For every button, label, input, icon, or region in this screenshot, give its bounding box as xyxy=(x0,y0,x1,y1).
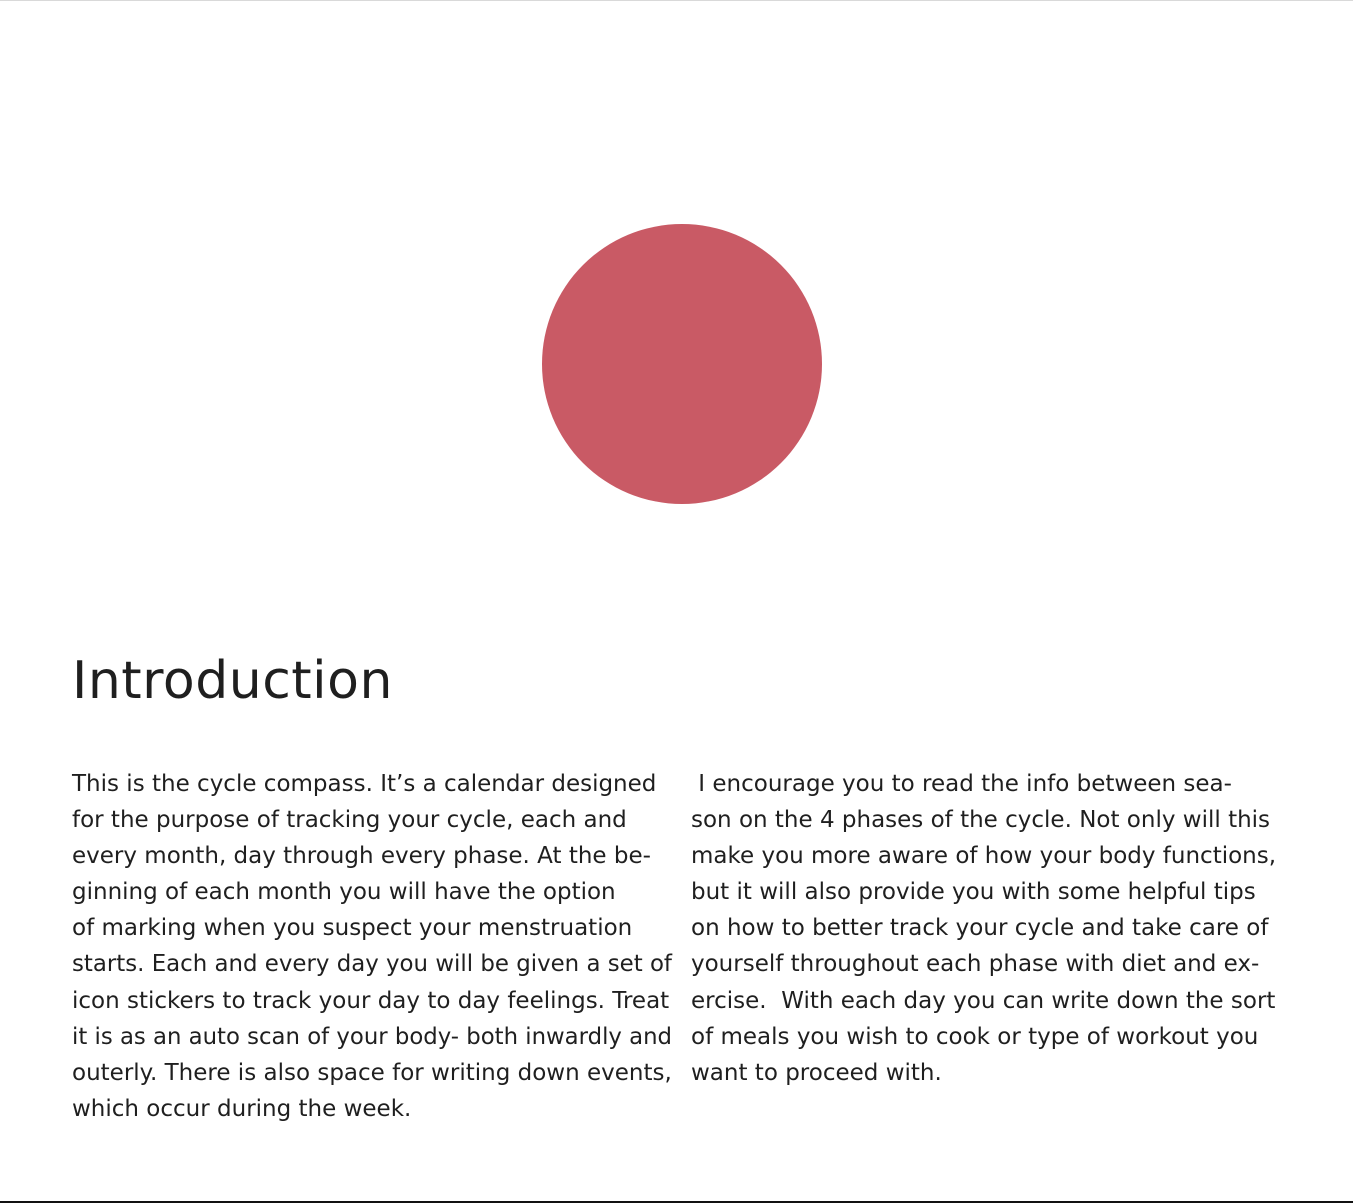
paragraph-line: ercise. With each day you can write down the sort xyxy=(691,987,1276,1014)
paragraph-line: but it will also provide you with some helpful tips xyxy=(691,879,1256,906)
paragraph-line: starts. Each and every day you will be given a set of xyxy=(72,951,672,978)
paragraph-line: every month, day through every phase. At the be- xyxy=(72,843,651,870)
paragraph-line: it is as an auto scan of your body- both inwardly and xyxy=(72,1023,672,1050)
paragraph-line: which occur during the week. xyxy=(72,1095,412,1122)
paragraph-line: yourself throughout each phase with diet and ex- xyxy=(691,951,1260,978)
paragraph-line: icon stickers to track your day to day feelings. Treat xyxy=(72,987,670,1014)
paragraph-line: on how to better track your cycle and take care of xyxy=(691,915,1269,942)
intro-column-left xyxy=(72,766,672,1127)
paragraph-line: of meals you wish to cook or type of workout you xyxy=(691,1023,1259,1050)
paragraph-line: want to proceed with. xyxy=(691,1059,942,1086)
paragraph-line: of marking when you suspect your menstruation xyxy=(72,915,633,942)
paragraph-line: make you more aware of how your body functions, xyxy=(691,843,1277,870)
paragraph-line: This is the cycle compass. It’s a calendar designed xyxy=(72,771,657,797)
paragraph-line: for the purpose of tracking your cycle, each and xyxy=(72,807,627,834)
paragraph-line: ginning of each month you will have the option xyxy=(72,879,616,906)
paragraph-line: son on the 4 phases of the cycle. Not only will this xyxy=(691,807,1271,834)
decorative-circle xyxy=(542,224,822,504)
paragraph-line: outerly. There is also space for writing down events, xyxy=(72,1059,672,1086)
page-title: Introduction xyxy=(72,651,393,711)
intro-column-right xyxy=(691,766,1291,1091)
top-divider xyxy=(0,0,1353,1)
paragraph-line: I encourage you to read the info between sea- xyxy=(691,771,1232,797)
